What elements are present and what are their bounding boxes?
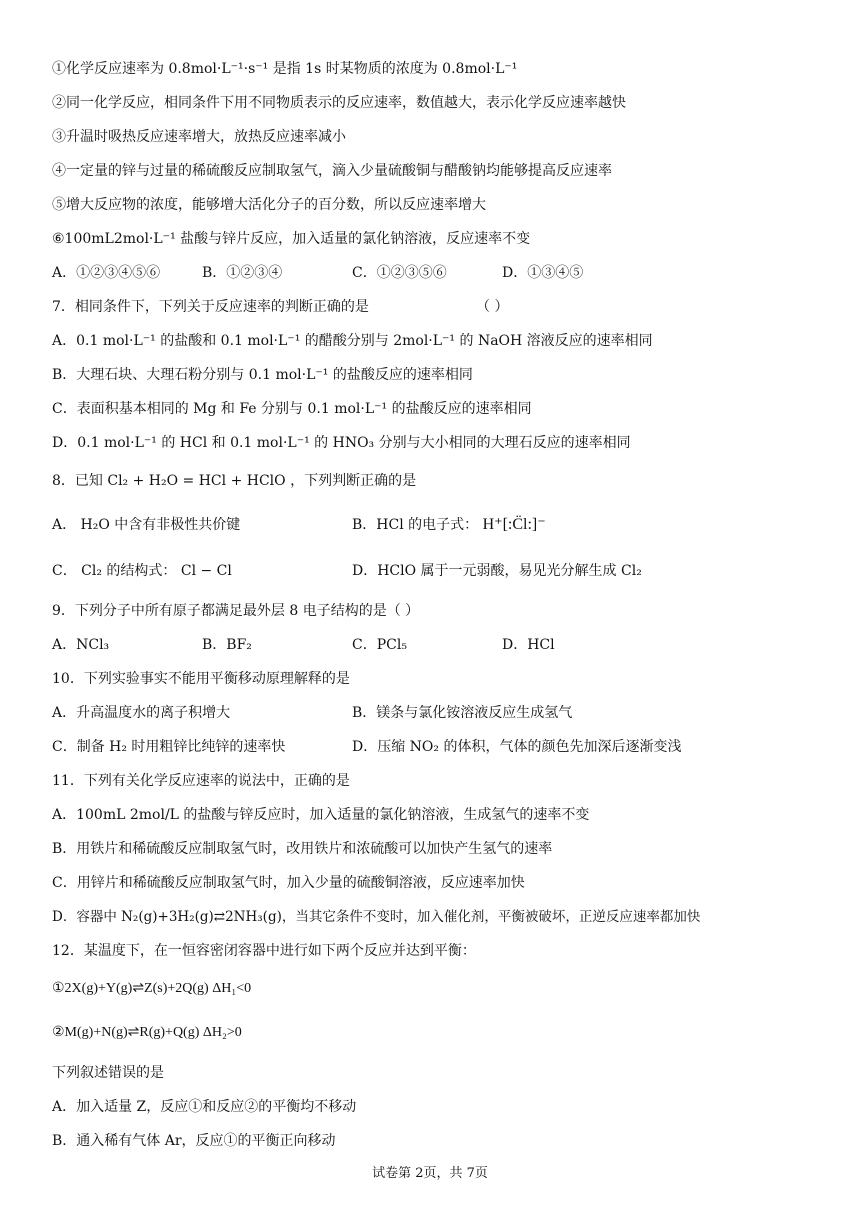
q9-option-d: D．HCl [502,637,555,653]
q7-option-d: D．0.1 mol·L⁻¹ 的 HCl 和 0.1 mol·L⁻¹ 的 HNO₃ 分别与大小相同的大理石反应的速率相同 [52,435,631,451]
q11-option-b: B．用铁片和稀硫酸反应制取氢气时，改用铁片和浓硫酸可以加快产生氢气的速率 [52,841,553,857]
q12-option-b: B．通入稀有气体 Ar，反应①的平衡正向移动 [52,1133,336,1149]
q8-option-b [352,516,546,534]
q11-option-a: A．100mL 2mol/L 的盐酸与锌反应时，加入适量的氯化钠溶液，生成氢气的速率不变 [52,807,590,823]
q8-option-d: D．HClO 属于一元弱酸，易见光分解生成 Cl₂ [352,563,642,579]
q10-option-d: D．压缩 NO₂ 的体积，气体的颜色先加深后逐渐变浅 [352,739,682,755]
q7-stem: 7．相同条件下，下列关于反应速率的判断正确的是 [52,299,369,315]
q12-reaction-1: ①2X(g)+Y(g)⇌Z(s)+2Q(g) ΔH₁<0 [52,981,252,996]
statement-4: ④一定量的锌与过量的稀硫酸反应制取氢气，滴入少量硫酸铜与醋酸钠均能够提高反应速率 [52,163,612,179]
q11-stem: 11．下列有关化学反应速率的说法中，正确的是 [52,773,350,789]
q11-option-c: C．用锌片和稀硫酸反应制取氢气时，加入少量的硫酸铜溶液，反应速率加快 [52,875,525,891]
q12-stem: 12．某温度下，在一恒容密闭容器中进行如下两个反应并达到平衡： [52,943,476,959]
q12-ask: 下列叙述错误的是 [52,1065,164,1081]
statement-5: ⑤增大反应物的浓度，能够增大活化分子的百分数，所以反应速率增大 [52,197,486,213]
q7-option-c: C．表面积基本相同的 Mg 和 Fe 分别与 0.1 mol·L⁻¹ 的盐酸反应的速率相同 [52,401,532,417]
statement-3: ③升温时吸热反应速率增大，放热反应速率减小 [52,129,346,145]
q7-option-a: A．0.1 mol·L⁻¹ 的盐酸和 0.1 mol·L⁻¹ 的醋酸分别与 2mol·L⁻¹ 的 NaOH 溶液反应的速率相同 [52,333,653,349]
statement-1: ①化学反应速率为 0.8mol·L⁻¹·s⁻¹ 是指 1s 时某物质的浓度为 0.8mol·L⁻¹ [52,61,518,77]
q9-option-b: B．BF₂ [202,637,252,653]
hcl-electron-formula: H⁺[:C̈l:]⁻ [482,516,546,533]
q10-option-b: B．镁条与氯化铵溶液反应生成氢气 [352,705,573,721]
q8-option-c: C． Cl₂ 的结构式： Cl − Cl [52,563,232,579]
q8-option-a: A． H₂O 中含有非极性共价键 [52,517,241,533]
q6-option-a: A．①②③④⑤⑥ [52,265,161,281]
statement-2: ②同一化学反应，相同条件下用不同物质表示的反应速率，数值越大，表示化学反应速率越快 [52,95,626,111]
statement-6: ⑥100mL2mol·L⁻¹ 盐酸与锌片反应，加入适量的氯化钠溶液，反应速率不变 [52,231,531,247]
q10-option-a: A．升高温度水的离子积增大 [52,705,231,721]
q7-paren: （ ） [476,299,509,315]
q6-option-b: B．①②③④ [202,265,283,281]
q12-reaction-2: ②M(g)+N(g)⇌R(g)+Q(g) ΔH₂>0 [52,1025,242,1040]
q10-option-c: C．制备 H₂ 时用粗锌比纯锌的速率快 [52,739,286,755]
q9-stem: 9．下列分子中所有原子都满足最外层 8 电子结构的是（ ） [52,603,420,619]
q6-option-c: C．①②③⑤⑥ [352,265,447,281]
q10-stem: 10．下列实验事实不能用平衡移动原理解释的是 [52,671,350,687]
q8-option-b-text: B．HCl 的电子式： [352,517,479,533]
q9-option-c: C．PCl₅ [352,637,407,653]
q11-option-d: D．容器中 N₂(g)+3H₂(g)⇄2NH₃(g)，当其它条件不变时，加入催化剂，平衡被破坏，正逆反应速率都加快 [52,909,701,925]
q8-stem: 8．已知 Cl₂ + H₂O = HCl + HClO ，下列判断正确的是 [52,473,417,489]
page-footer: 试卷第 2页，共 7页 [372,1166,488,1181]
q12-option-a: A．加入适量 Z，反应①和反应②的平衡均不移动 [52,1099,357,1115]
q7-option-b: B．大理石块、大理石粉分别与 0.1 mol·L⁻¹ 的盐酸反应的速率相同 [52,367,473,383]
q6-option-d: D．①③④⑤ [502,265,584,281]
q9-option-a: A．NCl₃ [52,637,110,653]
